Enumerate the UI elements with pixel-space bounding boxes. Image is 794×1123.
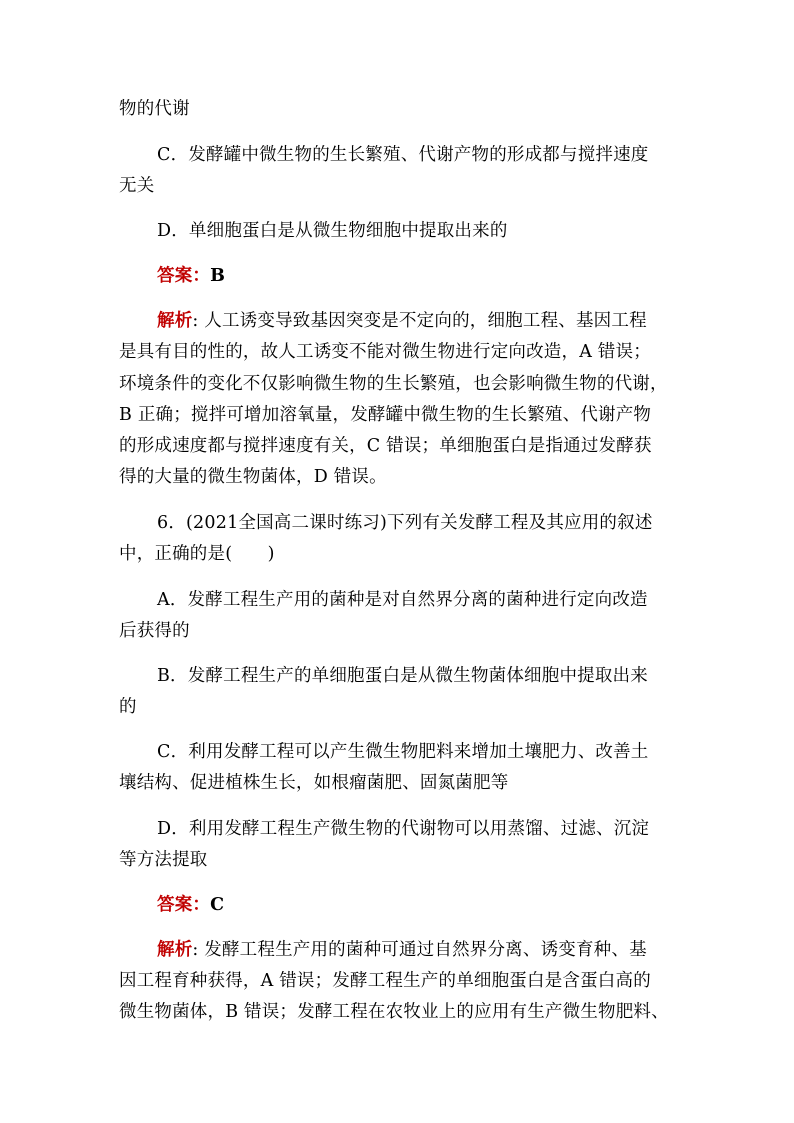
analysis-1-line-3: 环境条件的变化不仅影响微生物的生长繁殖，也会影响微生物的代谢， xyxy=(119,374,668,394)
answer-1 xyxy=(157,264,225,288)
question-6-line-1: 6．(2021全国高二课时练习)下列有关发酵工程及其应用的叙述 xyxy=(157,513,653,533)
analysis-text: : 发酵工程生产用的菌种可通过自然界分离、诱变育种、基 xyxy=(192,940,647,960)
analysis-2-line-1 xyxy=(157,938,647,962)
analysis-1-line-5: 的形成速度都与搅拌速度有关，C 错误；单细胞蛋白是指通过发酵获 xyxy=(119,436,652,456)
option-d-line: D．单细胞蛋白是从微生物细胞中提取出来的 xyxy=(157,221,508,241)
analysis-1-line-2: 是具有目的性的，故人工诱变不能对微生物进行定向改造，A 错误； xyxy=(119,342,651,362)
analysis-label: 解析 xyxy=(157,311,193,331)
option-a-line-1: A．发酵工程生产用的菌种是对自然界分离的菌种进行定向改造 xyxy=(157,590,648,610)
analysis-1-line-1 xyxy=(157,309,647,333)
question-6-line-2: 中，正确的是( ) xyxy=(119,544,275,564)
option-c6-line-2: 壤结构、促进植株生长，如根瘤菌肥、固氮菌肥等 xyxy=(119,773,509,793)
analysis-1-line-6: 得的大量的微生物菌体，D 错误。 xyxy=(119,467,387,487)
text-line: 物的代谢 xyxy=(119,99,190,119)
option-b-line-2: 的 xyxy=(119,697,137,717)
analysis-1-line-4: B 正确；搅拌可增加溶氧量，发酵罐中微生物的生长繁殖、代谢产物 xyxy=(119,405,652,425)
answer-2 xyxy=(157,893,224,917)
option-c-line-2: 无关 xyxy=(119,176,155,196)
analysis-text: : 人工诱变导致基因突变是不定向的，细胞工程、基因工程 xyxy=(192,311,647,331)
option-c6-line-1: C．利用发酵工程可以产生微生物肥料来增加土壤肥力、改善土 xyxy=(157,742,649,762)
answer-value: C xyxy=(210,895,225,915)
answer-label: 答案： xyxy=(157,895,211,915)
option-b-line-1: B．发酵工程生产的单细胞蛋白是从微生物菌体细胞中提取出来 xyxy=(157,666,648,686)
answer-value: B xyxy=(210,266,226,286)
option-a-line-2: 后获得的 xyxy=(119,621,190,641)
option-c-line-1: C．发酵罐中微生物的生长繁殖、代谢产物的形成都与搅拌速度 xyxy=(157,145,649,165)
analysis-label: 解析 xyxy=(157,940,193,960)
analysis-2-line-2: 因工程育种获得，A 错误；发酵工程生产的单细胞蛋白是含蛋白高的 xyxy=(119,971,651,991)
option-d6-line-2: 等方法提取 xyxy=(119,850,208,870)
analysis-2-line-3: 微生物菌体，B 错误；发酵工程在农牧业上的应用有生产微生物肥料、 xyxy=(119,1002,669,1022)
option-d6-line-1: D．利用发酵工程生产微生物的代谢物可以用蒸馏、过滤、沉淀 xyxy=(157,819,650,839)
answer-label: 答案： xyxy=(157,266,211,286)
